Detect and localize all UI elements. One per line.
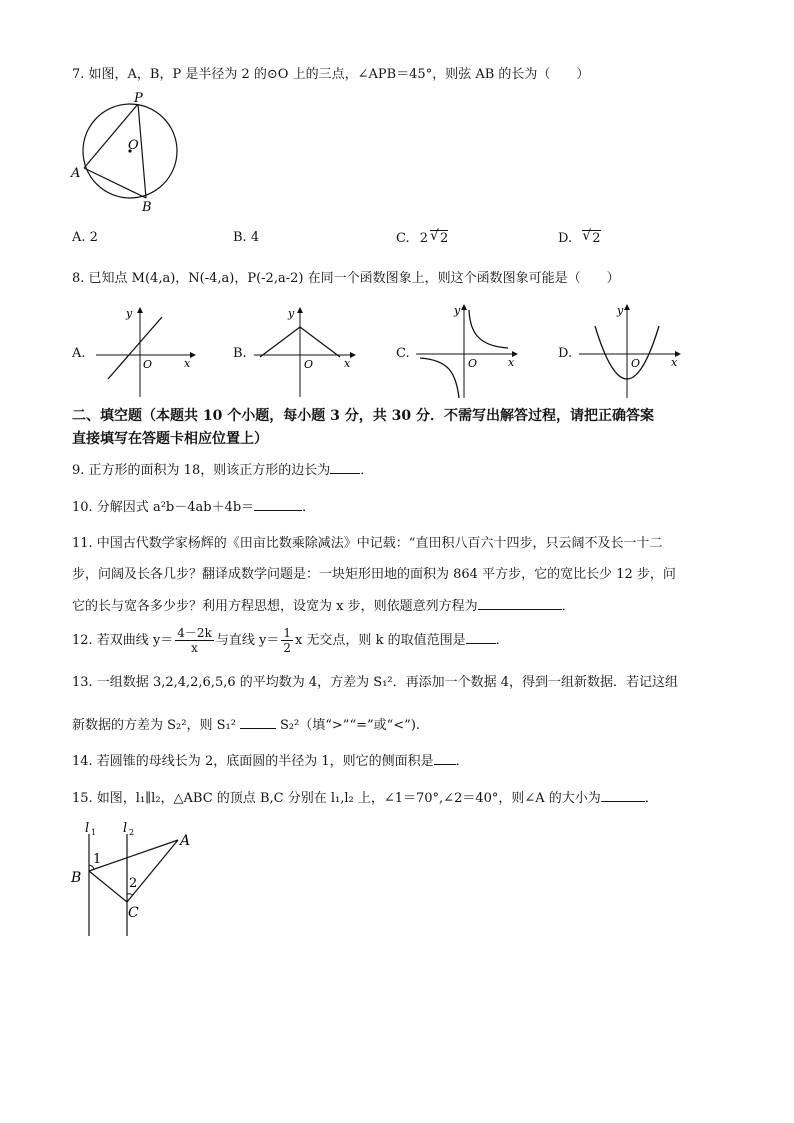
- label-angle-1: 1: [93, 852, 102, 867]
- label-angle-2: 2: [129, 876, 138, 891]
- q7-circle-figure: [68, 88, 186, 216]
- x-arrow: [190, 352, 196, 358]
- label-l2-sub: 2: [129, 828, 135, 837]
- q11-line1: 11. 中国古代数学家杨辉的《田亩比数乘除减法》中记载：“直田积八百六十四步，只云阔不及长一十二: [72, 536, 663, 551]
- y-arrow: [297, 307, 303, 313]
- q15: [72, 789, 658, 808]
- q12-mid: 与直线 y＝: [215, 633, 280, 648]
- q7-option-d-radicand: 2: [592, 231, 601, 246]
- label-c: C: [128, 905, 139, 921]
- q8-graph-c: [412, 302, 522, 400]
- label-l1: l: [85, 821, 90, 836]
- q15-parallel-lines-figure: [68, 818, 208, 938]
- x-label: x: [671, 356, 678, 369]
- q13-line1: 13. 一组数据 3,2,4,2,6,5,6 的平均数为 4，方差为 S₁²．再添加一个数据 4，得到一组新数据．若记这组: [72, 675, 679, 690]
- q9: [72, 461, 373, 480]
- q8-option-a-label: A.: [72, 346, 86, 361]
- q7-option-c-radicand: 2: [440, 231, 449, 246]
- q15-text: 15. 如图，l₁∥l₂，△ABC 的顶点 B,C 分别在 l₁,l₂ 上，∠1＝70°,∠2＝40°，则∠A 的大小为: [72, 791, 601, 806]
- q7-option-c-radical: √ 2: [430, 228, 449, 246]
- q7-option-c-coef: 2: [419, 231, 429, 246]
- q7-option-c-prefix: C.: [396, 231, 410, 246]
- origin-label: O: [143, 358, 153, 371]
- q13-line2-post: S₂²（填“>”“=”或“<”).: [279, 718, 421, 733]
- q7-option-d: [558, 230, 601, 246]
- q7-option-a: A. 2: [72, 230, 98, 245]
- y-label: y: [454, 304, 461, 317]
- q15-answer-blank[interactable]: [601, 789, 645, 802]
- label-a: A: [71, 166, 81, 181]
- chord-pa: [84, 104, 138, 168]
- y-label: y: [617, 304, 624, 317]
- label-b: B: [71, 870, 82, 886]
- q10: [72, 498, 315, 517]
- q12-post: x 无交点，则 k 的取值范围是: [294, 633, 466, 648]
- origin-label: O: [631, 357, 641, 370]
- q7-option-d-prefix: D.: [558, 231, 573, 246]
- x-label: x: [508, 356, 515, 369]
- q9-answer-blank[interactable]: [330, 461, 360, 474]
- label-a: A: [180, 833, 191, 849]
- section-title-line1: 二、填空题（本题共 10 个小题，每小题 3 分，共 30 分．不需写出解答过程，请把正确答案: [72, 408, 654, 424]
- q8-option-c-label: C.: [396, 346, 410, 361]
- hyperbola-branch-1: [469, 310, 508, 348]
- label-o: O: [128, 138, 139, 153]
- q9-text: 9. 正方形的面积为 18，则该正方形的边长为: [72, 463, 331, 478]
- q14-tail: ．: [455, 754, 469, 769]
- label-p: P: [134, 91, 143, 106]
- q14-answer-blank[interactable]: [434, 752, 456, 765]
- q8-option-b-label: B.: [233, 346, 247, 361]
- q13-line2: [72, 716, 420, 735]
- angle-2-arc: [127, 894, 133, 895]
- y-label: y: [288, 307, 295, 320]
- origin-label: O: [304, 358, 314, 371]
- q12-fraction-1: [175, 626, 214, 655]
- q8-graph-d: [575, 302, 685, 400]
- q7-option-b: B. 4: [233, 230, 260, 245]
- q11-line3: 它的长与宽各多少步？利用方程思想，设宽为 x 步，则依题意列方程为: [72, 599, 478, 614]
- q13-line2-pre: 新数据的方差为 S₂²，则 S₁²: [72, 718, 236, 733]
- chord-ab: [84, 168, 146, 198]
- y-label: y: [126, 307, 133, 320]
- q12-frac1-num: 4－2k: [177, 626, 212, 640]
- x-arrow: [350, 352, 356, 358]
- q10-text: 10. 分解因式 a²b－4ab＋4b＝: [72, 500, 255, 515]
- graph-line: [108, 317, 162, 379]
- q11-line2: 步，问阔及长各几步？翻译成数学问题是：一块矩形田地的面积为 864 平方步，它的宽比长少 12 步，问: [72, 567, 676, 582]
- y-arrow: [137, 307, 143, 313]
- x-label: x: [184, 357, 191, 370]
- q12-fraction-2: [281, 626, 293, 655]
- label-l1-sub: 1: [91, 828, 97, 837]
- x-label: x: [344, 357, 351, 370]
- q14: [72, 752, 469, 771]
- q14-text: 14. 若圆锥的母线长为 2，底面圆的半径为 1，则它的侧面积是: [72, 754, 434, 769]
- q9-tail: ．: [360, 463, 374, 478]
- label-l2: l: [123, 821, 128, 836]
- y-arrow: [461, 304, 467, 310]
- q11-tail: ．: [561, 599, 575, 614]
- q12-answer-blank[interactable]: [466, 631, 496, 644]
- q8-graph-a: [90, 305, 200, 400]
- q11-answer-blank[interactable]: [478, 597, 562, 610]
- chord-pb: [138, 104, 146, 198]
- q12-tail: ．: [495, 633, 509, 648]
- q8-stem: 8. 已知点 M(4,a)，N(-4,a)，P(-2,a-2) 在同一个函数图象上，则这个函数图象可能是（ ）: [72, 271, 620, 286]
- q12-frac1-den: x: [191, 641, 198, 655]
- q8-graph-b: [250, 305, 360, 400]
- q12: [72, 624, 509, 658]
- origin-label: O: [468, 357, 478, 370]
- q10-answer-blank[interactable]: [254, 498, 302, 511]
- hyperbola-branch-2: [420, 358, 459, 398]
- q12-pre: 12. 若双曲线 y＝: [72, 633, 174, 648]
- q12-frac2-den: 2: [283, 641, 291, 655]
- q10-tail: ．: [302, 500, 316, 515]
- section-title-line2: 直接填写在答题卡相应位置上）: [72, 431, 268, 447]
- q7-option-c: [396, 230, 448, 246]
- side-bc: [89, 871, 127, 902]
- q13-answer-blank[interactable]: [240, 716, 276, 729]
- q15-tail: ．: [644, 791, 658, 806]
- q7-stem: 7. 如图，A，B，P 是半径为 2 的⊙O 上的三点，∠APB＝45°，则弦 AB 的长为（ ）: [72, 67, 590, 82]
- q8-option-d-label: D.: [558, 346, 573, 361]
- q11-line3-wrap: [72, 597, 575, 616]
- q12-frac2-num: 1: [283, 626, 291, 640]
- label-b: B: [142, 200, 152, 215]
- q7-option-d-radical: √ 2: [582, 228, 601, 246]
- y-arrow: [624, 304, 630, 310]
